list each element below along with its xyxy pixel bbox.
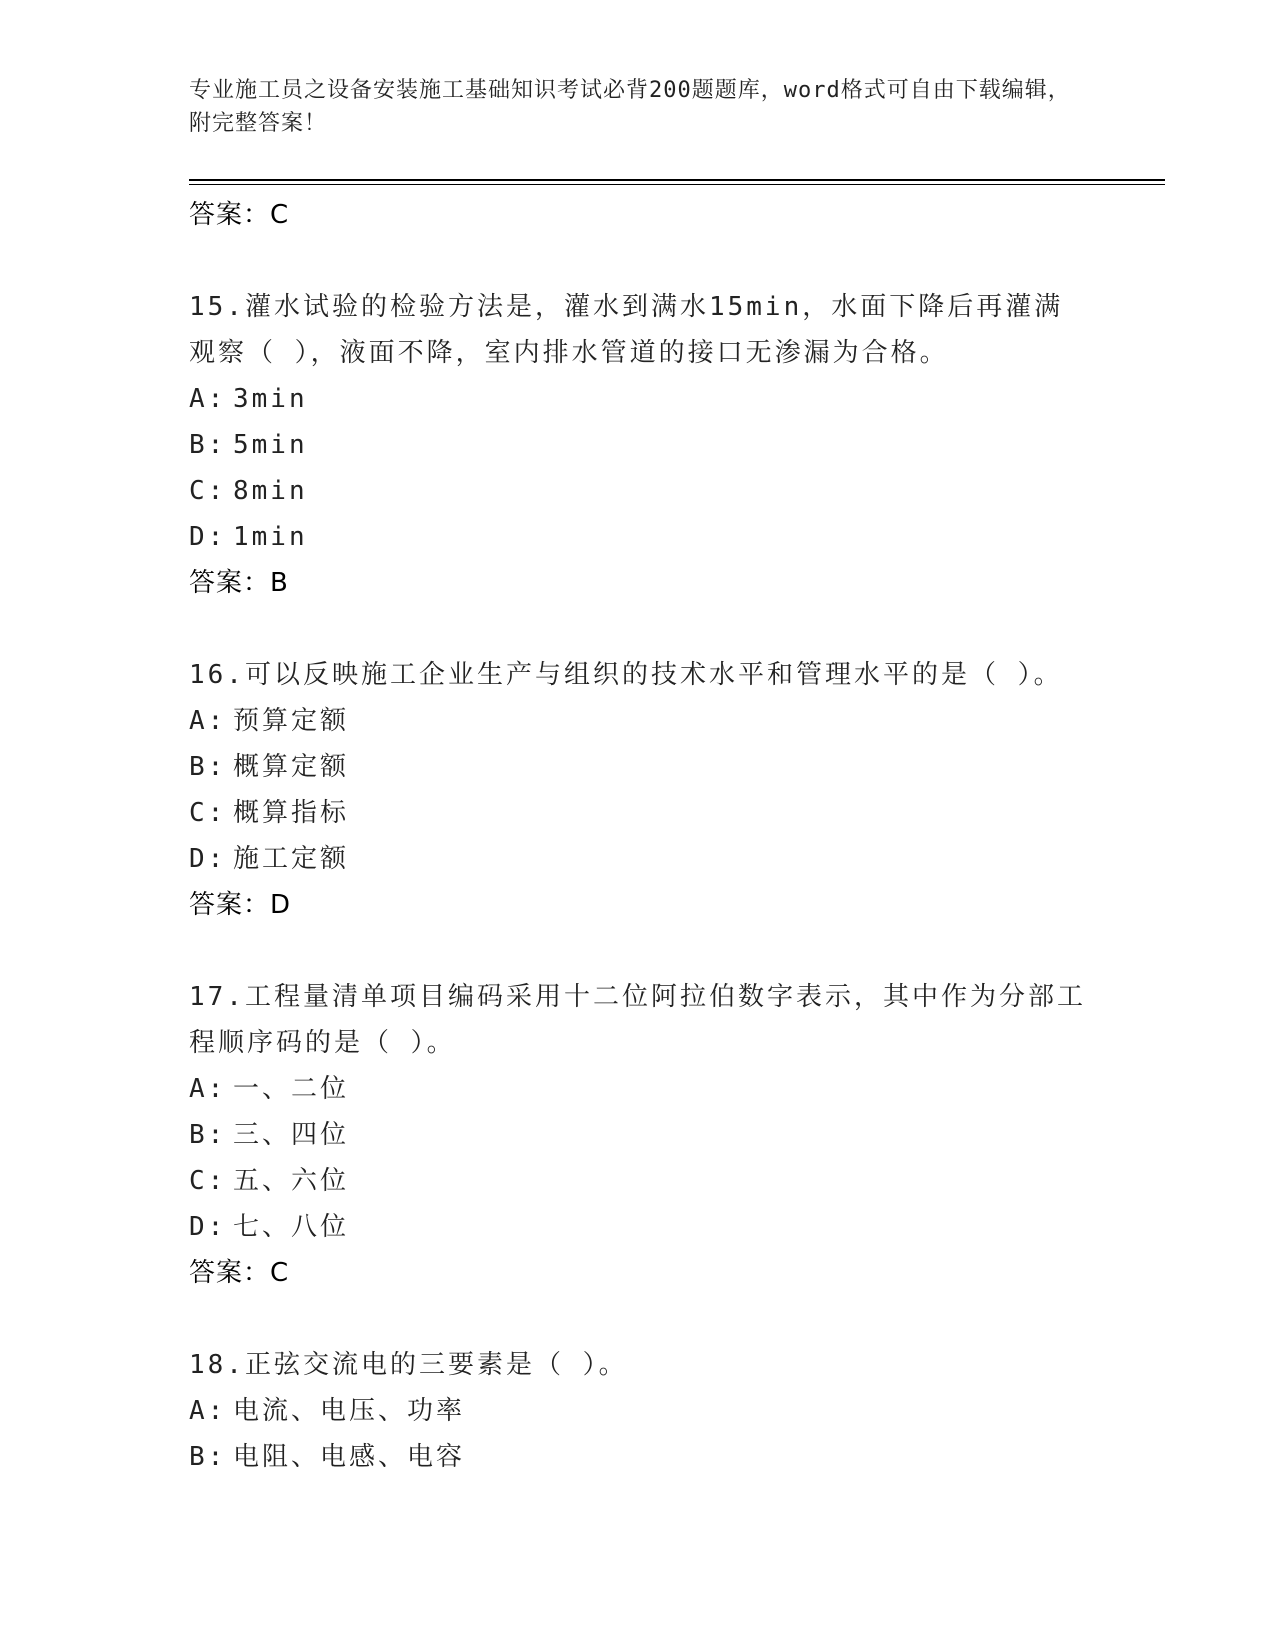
question-text bbox=[189, 974, 1089, 1066]
option-item bbox=[189, 744, 1089, 790]
option-letter: A: bbox=[189, 1074, 227, 1104]
question-number: 15. bbox=[189, 292, 245, 322]
option-letter: D: bbox=[189, 844, 227, 874]
option-item bbox=[189, 376, 1089, 422]
option-text: 8min bbox=[233, 476, 308, 506]
question-number: 18. bbox=[189, 1350, 245, 1380]
option-text: 七、八位 bbox=[233, 1212, 350, 1242]
answer-line bbox=[189, 1250, 1089, 1296]
option-item bbox=[189, 514, 1089, 560]
option-item bbox=[189, 468, 1089, 514]
option-text: 预算定额 bbox=[233, 706, 350, 736]
option-item bbox=[189, 422, 1089, 468]
question-text bbox=[189, 1342, 1089, 1388]
option-letter: C: bbox=[189, 476, 227, 506]
question-text bbox=[189, 284, 1089, 376]
question-text bbox=[189, 652, 1089, 698]
answer-prefix: 答案： bbox=[189, 890, 271, 920]
option-item bbox=[189, 836, 1089, 882]
option-text: 施工定额 bbox=[233, 844, 350, 874]
question-body: 可以反映施工企业生产与组织的技术水平和管理水平的是（ ）。 bbox=[244, 660, 1063, 690]
question-list bbox=[189, 192, 1089, 1480]
option-text: 一、二位 bbox=[233, 1074, 350, 1104]
option-letter: C: bbox=[189, 1166, 227, 1196]
question-body: 工程量清单项目编码采用十二位阿拉伯数字表示，其中作为分部工程顺序码的是（ ）。 bbox=[189, 982, 1086, 1058]
option-letter: A: bbox=[189, 1396, 227, 1426]
document-header-title: 专业施工员之设备安装施工基础知识考试必背200题题库，word格式可自由下载编辑，附完整答案！ bbox=[189, 78, 1071, 136]
question-number: 16. bbox=[189, 660, 245, 690]
option-letter: B: bbox=[189, 1120, 227, 1150]
answer-value: D bbox=[270, 890, 292, 920]
question-body: 正弦交流电的三要素是（ ）。 bbox=[244, 1350, 628, 1380]
option-item bbox=[189, 1066, 1089, 1112]
option-item bbox=[189, 790, 1089, 836]
option-text: 1min bbox=[233, 522, 308, 552]
header-divider-thin bbox=[189, 184, 1165, 185]
answer-value: C bbox=[270, 1258, 290, 1288]
option-text: 5min bbox=[233, 430, 308, 460]
option-letter: B: bbox=[189, 1442, 227, 1472]
option-letter: C: bbox=[189, 798, 227, 828]
option-letter: B: bbox=[189, 430, 227, 460]
answer-line bbox=[189, 192, 1089, 238]
question-body: 灌水试验的检验方法是，灌水到满水15min，水面下降后再灌满观察（ ），液面不降，室内排水管道的接口无渗漏为合格。 bbox=[189, 292, 1064, 368]
answer-value: B bbox=[270, 568, 289, 598]
header-divider-thick bbox=[189, 179, 1165, 181]
option-letter: A: bbox=[189, 384, 227, 414]
option-letter: A: bbox=[189, 706, 227, 736]
option-text: 三、四位 bbox=[233, 1120, 350, 1150]
answer-prefix: 答案： bbox=[189, 200, 271, 230]
answer-line bbox=[189, 560, 1089, 606]
option-item bbox=[189, 1388, 1089, 1434]
option-letter: B: bbox=[189, 752, 227, 782]
option-letter: D: bbox=[189, 1212, 227, 1242]
option-item bbox=[189, 1204, 1089, 1250]
answer-value: C bbox=[270, 200, 290, 230]
option-text: 概算定额 bbox=[233, 752, 350, 782]
answer-prefix: 答案： bbox=[189, 568, 271, 598]
answer-prefix: 答案： bbox=[189, 1258, 271, 1288]
option-text: 五、六位 bbox=[233, 1166, 350, 1196]
question-number: 17. bbox=[189, 982, 245, 1012]
option-item bbox=[189, 1434, 1089, 1480]
option-text: 概算指标 bbox=[233, 798, 350, 828]
option-text: 电流、电压、功率 bbox=[233, 1396, 466, 1426]
option-item bbox=[189, 1112, 1089, 1158]
option-item bbox=[189, 698, 1089, 744]
option-text: 电阻、电感、电容 bbox=[233, 1442, 466, 1472]
option-item bbox=[189, 1158, 1089, 1204]
option-letter: D: bbox=[189, 522, 227, 552]
option-text: 3min bbox=[233, 384, 308, 414]
answer-line bbox=[189, 882, 1089, 928]
